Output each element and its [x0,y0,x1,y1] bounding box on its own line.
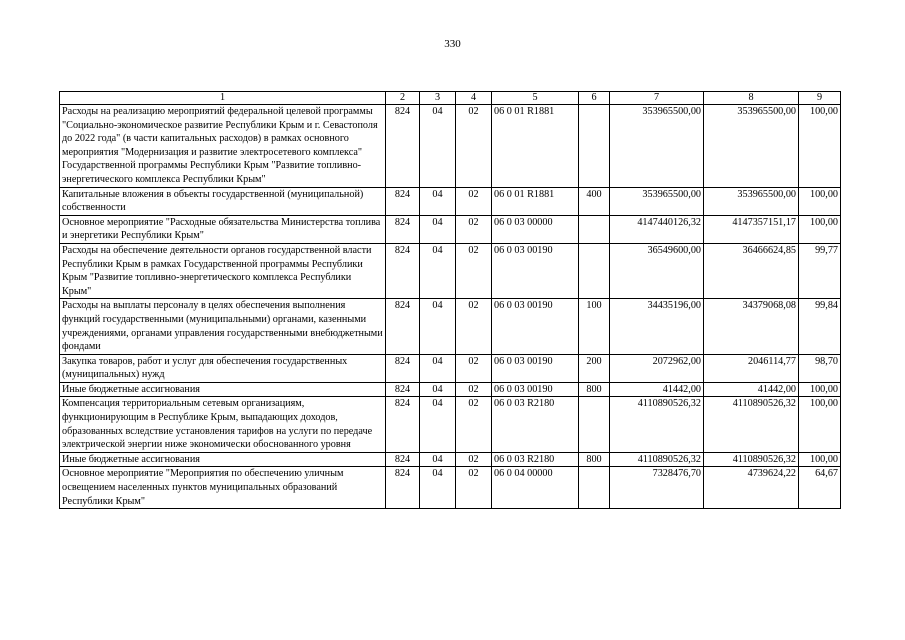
executed-amount: 353965500,00 [704,105,799,188]
executed-amount: 2046114,77 [704,354,799,382]
section-code: 04 [420,382,456,397]
budget-table [59,91,841,509]
approved-amount: 4110890526,32 [610,452,704,467]
row-name: Основное мероприятие "Расходные обязательства Министерства топлива и энергетики Республики Крым" [60,215,386,243]
subsection-code: 02 [456,467,492,509]
executed-amount: 4110890526,32 [704,397,799,452]
table-row [60,382,841,397]
executed-amount: 36466624,85 [704,243,799,298]
header-cell: 4 [456,92,492,105]
page-number: 330 [444,38,461,50]
ministry-code: 824 [386,215,420,243]
expense-type: 800 [579,382,610,397]
table-row [60,299,841,354]
expense-type: 400 [579,187,610,215]
subsection-code: 02 [456,215,492,243]
ministry-code: 824 [386,299,420,354]
approved-amount: 353965500,00 [610,187,704,215]
row-name: Иные бюджетные ассигнования [60,382,386,397]
row-name: Иные бюджетные ассигнования [60,452,386,467]
header-cell: 9 [799,92,841,105]
section-code: 04 [420,215,456,243]
section-code: 04 [420,243,456,298]
target-code: 06 0 03 00190 [492,299,579,354]
subsection-code: 02 [456,105,492,188]
table-row [60,243,841,298]
execution-percent: 99,77 [799,243,841,298]
table-row [60,215,841,243]
section-code: 04 [420,397,456,452]
expense-type [579,243,610,298]
approved-amount: 2072962,00 [610,354,704,382]
subsection-code: 02 [456,243,492,298]
execution-percent: 100,00 [799,382,841,397]
executed-amount: 353965500,00 [704,187,799,215]
ministry-code: 824 [386,105,420,188]
executed-amount: 4110890526,32 [704,452,799,467]
approved-amount: 4147440126,32 [610,215,704,243]
target-code: 06 0 03 00190 [492,354,579,382]
table-row [60,397,841,452]
target-code: 06 0 04 00000 [492,467,579,509]
executed-amount: 4739624,22 [704,467,799,509]
ministry-code: 824 [386,243,420,298]
executed-amount: 41442,00 [704,382,799,397]
subsection-code: 02 [456,299,492,354]
subsection-code: 02 [456,397,492,452]
target-code: 06 0 01 R1881 [492,187,579,215]
ministry-code: 824 [386,452,420,467]
ministry-code: 824 [386,187,420,215]
execution-percent: 100,00 [799,452,841,467]
expense-type [579,105,610,188]
expense-type [579,397,610,452]
execution-percent: 100,00 [799,215,841,243]
executed-amount: 34379068,08 [704,299,799,354]
header-cell: 8 [704,92,799,105]
expense-type [579,467,610,509]
row-name: Расходы на обеспечение деятельности органов государственной власти Республики Крым в рамках Государственной программы Республики Крым "Развитие топливно-энергетического комплекса Республики Крым" [60,243,386,298]
header-cell: 5 [492,92,579,105]
table-row [60,354,841,382]
row-name: Закупка товаров, работ и услуг для обеспечения государственных (муниципальных) нужд [60,354,386,382]
subsection-code: 02 [456,187,492,215]
ministry-code: 824 [386,382,420,397]
subsection-code: 02 [456,354,492,382]
row-name: Капитальные вложения в объекты государственной (муниципальной) собственности [60,187,386,215]
target-code: 06 0 03 00190 [492,382,579,397]
section-code: 04 [420,467,456,509]
target-code: 06 0 03 00000 [492,215,579,243]
header-cell: 1 [60,92,386,105]
header-cell: 7 [610,92,704,105]
ministry-code: 824 [386,467,420,509]
header-row [60,92,841,105]
expense-type [579,215,610,243]
subsection-code: 02 [456,382,492,397]
row-name: Расходы на реализацию мероприятий федеральной целевой программы "Социально-экономическое развитие Республики Крым и г. Севастополя до 2022 года" (в части капитальных расходов) в рамках основного мероприятия "Модернизация и развитие электросетевого комплекса" Государственной программы Республики Крым "Развитие топливно-энергетического комплекса Республики Крым" [60,105,386,188]
table-row [60,105,841,188]
table-row [60,467,841,509]
executed-amount: 4147357151,17 [704,215,799,243]
table-row [60,452,841,467]
execution-percent: 98,70 [799,354,841,382]
header-cell: 6 [579,92,610,105]
target-code: 06 0 01 R1881 [492,105,579,188]
expense-type: 800 [579,452,610,467]
ministry-code: 824 [386,354,420,382]
section-code: 04 [420,452,456,467]
section-code: 04 [420,299,456,354]
execution-percent: 64,67 [799,467,841,509]
target-code: 06 0 03 R2180 [492,452,579,467]
header-cell: 2 [386,92,420,105]
ministry-code: 824 [386,397,420,452]
subsection-code: 02 [456,452,492,467]
header-cell: 3 [420,92,456,105]
approved-amount: 7328476,70 [610,467,704,509]
execution-percent: 99,84 [799,299,841,354]
approved-amount: 41442,00 [610,382,704,397]
approved-amount: 36549600,00 [610,243,704,298]
section-code: 04 [420,105,456,188]
approved-amount: 353965500,00 [610,105,704,188]
row-name: Расходы на выплаты персоналу в целях обеспечения выполнения функций государственными (муниципальными) органами, казенными учреждениями, органами управления государственными внебюджетными фондами [60,299,386,354]
approved-amount: 4110890526,32 [610,397,704,452]
expense-type: 200 [579,354,610,382]
row-name: Компенсация территориальным сетевым организациям, функционирующим в Республике Крым, выпадающих доходов, образованных вследствие установления тарифов на услуги по передаче электрической энергии ниже экономически обоснованного уровня [60,397,386,452]
target-code: 06 0 03 00190 [492,243,579,298]
table-row [60,187,841,215]
expense-type: 100 [579,299,610,354]
target-code: 06 0 03 R2180 [492,397,579,452]
section-code: 04 [420,187,456,215]
section-code: 04 [420,354,456,382]
execution-percent: 100,00 [799,397,841,452]
execution-percent: 100,00 [799,105,841,188]
execution-percent: 100,00 [799,187,841,215]
row-name: Основное мероприятие "Мероприятия по обеспечению уличным освещением населенных пунктов муниципальных образований Республики Крым" [60,467,386,509]
approved-amount: 34435196,00 [610,299,704,354]
